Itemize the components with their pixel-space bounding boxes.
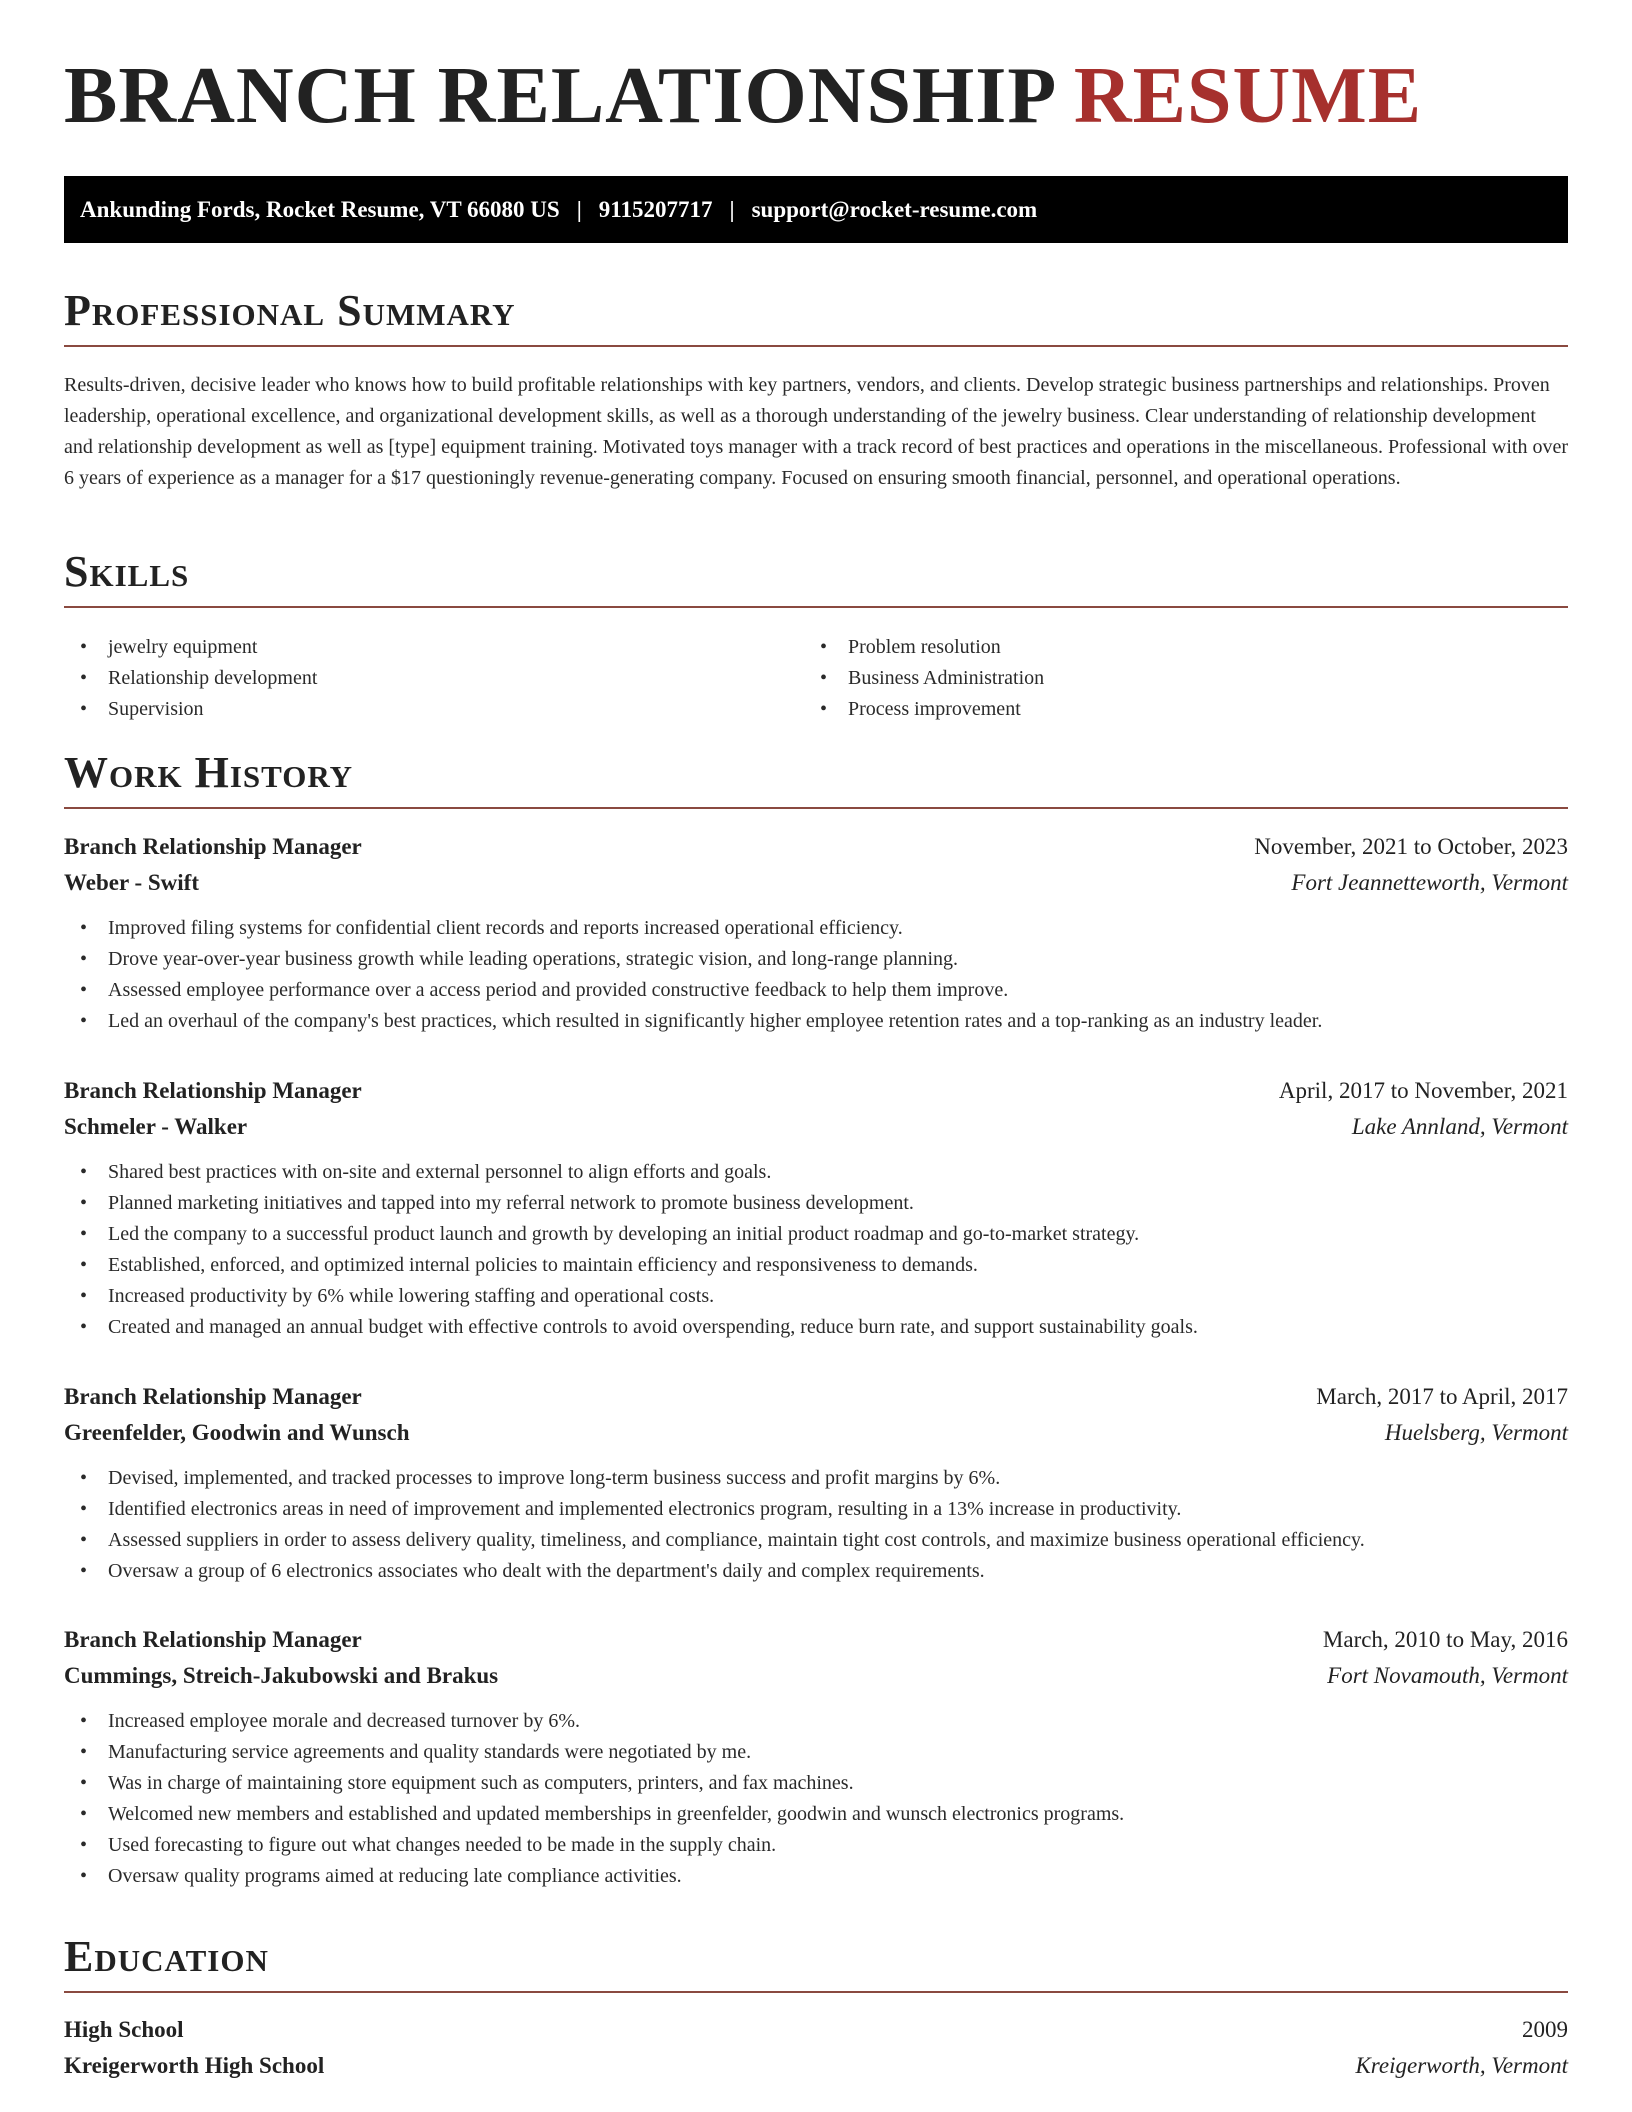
job-duty: • Led the company to a successful product launch and growth by developing an initial product roadmap and go-to-market strategy. (64, 1219, 1568, 1250)
job-duty: • Identified electronics areas in need of improvement and implemented electronics program, resulting in a 13% increase in productivity. (64, 1494, 1568, 1525)
job-company: Schmeler - Walker (64, 1114, 248, 1139)
job-location: Huelsberg, Vermont (1384, 1420, 1568, 1445)
job-duty: • Created and managed an annual budget with effective controls to avoid overspending, reduce burn rate, and support sustainability goals. (64, 1312, 1568, 1343)
job-header-row (64, 829, 1568, 865)
contact-bar (64, 176, 1568, 243)
skill-item: • Relationship development (64, 663, 804, 694)
job-duties (64, 1463, 1568, 1587)
education-school: Kreigerworth High School (64, 2053, 325, 2078)
section-heading-work-history: Work History (64, 751, 1568, 809)
skills-list (64, 632, 1568, 725)
job-duty: • Led an overhaul of the company's best practices, which resulted in significantly higher employee retention rates and a top-ranking as an industry leader. (64, 1006, 1568, 1037)
job-company: Greenfelder, Goodwin and Wunsch (64, 1420, 410, 1445)
resume-title (64, 52, 1423, 140)
job-duty: • Drove year-over-year business growth while leading operations, strategic vision, and long-range planning. (64, 944, 1568, 975)
job-title: Branch Relationship Manager (64, 1627, 362, 1652)
contact-email: support@rocket-resume.com (751, 196, 1038, 222)
job-duty: • Assessed suppliers in order to assess delivery quality, timeliness, and compliance, maintain tight cost controls, and maximize business operational efficiency. (64, 1525, 1568, 1556)
job-duty: • Assessed employee performance over a access period and provided constructive feedback to help them improve. (64, 975, 1568, 1006)
job-entry (64, 1379, 1568, 1587)
skill-item: • jewelry equipment (64, 632, 804, 663)
education-year: 2009 (1522, 2017, 1568, 2042)
job-entry (64, 1073, 1568, 1343)
education-degree: High School (64, 2017, 184, 2042)
contact-separator: | (729, 196, 735, 222)
skill-item: • Problem resolution (804, 632, 1568, 663)
skills-column-left (64, 632, 804, 725)
job-duty: • Devised, implemented, and tracked processes to improve long-term business success and profit margins by 6%. (64, 1463, 1568, 1494)
title-main: BRANCH RELATIONSHIP (64, 52, 1053, 140)
job-company-row (64, 1109, 1568, 1145)
job-company: Weber - Swift (64, 870, 200, 895)
job-location: Fort Jeannetteworth, Vermont (1291, 870, 1568, 895)
summary-text: Results-driven, decisive leader who knows how to build profitable relationships with key partners, vendors, and clients. Develop strategic business partnerships and relationships. Proven leadership, operational excellence, and organizational development skills, as well as a thorough understanding of the jewelry business. Clear understanding of relationship development and relationship development as well as [type] equipment training. Motivated toys manager with a track record of best practices and operations in the miscellaneous. Professional with over 6 years of experience as a manager for a $17 questioningly revenue-generating company. Focused on ensuring smooth financial, personnel, and operational operations. (64, 374, 1569, 489)
section-heading-skills: Skills (64, 550, 1568, 608)
job-dates: March, 2017 to April, 2017 (1316, 1384, 1568, 1409)
job-duty: • Welcomed new members and established and updated memberships in greenfelder, goodwin and wunsch electronics programs. (64, 1799, 1568, 1830)
job-company-row (64, 1415, 1568, 1451)
job-header-row (64, 1379, 1568, 1415)
education-location: Kreigerworth, Vermont (1355, 2053, 1568, 2078)
job-dates: March, 2010 to May, 2016 (1322, 1627, 1568, 1652)
education-entry (64, 2012, 1568, 2084)
job-title: Branch Relationship Manager (64, 834, 362, 859)
title-accent: RESUME (1073, 52, 1423, 140)
job-entry (64, 829, 1568, 1037)
skill-item: • Business Administration (804, 663, 1568, 694)
education-school-row (64, 2048, 1568, 2084)
section-heading-education: Education (64, 1935, 1568, 1993)
job-duty: • Increased productivity by 6% while lowering staffing and operational costs. (64, 1281, 1568, 1312)
job-duty: • Manufacturing service agreements and quality standards were negotiated by me. (64, 1737, 1568, 1768)
job-duty: • Planned marketing initiatives and tapped into my referral network to promote business development. (64, 1188, 1568, 1219)
job-location: Fort Novamouth, Vermont (1327, 1663, 1568, 1688)
job-location: Lake Annland, Vermont (1351, 1114, 1568, 1139)
job-duties (64, 913, 1568, 1037)
job-duty: • Oversaw a group of 6 electronics associates who dealt with the department's daily and complex requirements. (64, 1556, 1568, 1587)
job-duty: • Oversaw quality programs aimed at reducing late compliance activities. (64, 1861, 1568, 1892)
job-duty: • Increased employee morale and decreased turnover by 6%. (64, 1706, 1568, 1737)
job-company-row (64, 865, 1568, 901)
contact-address: Ankunding Fords, Rocket Resume, VT 66080 US (80, 196, 560, 222)
job-company: Cummings, Streich-Jakubowski and Brakus (64, 1663, 499, 1688)
job-dates: November, 2021 to October, 2023 (1254, 834, 1568, 859)
job-header-row (64, 1073, 1568, 1109)
job-duty: • Was in charge of maintaining store equipment such as computers, printers, and fax machines. (64, 1768, 1568, 1799)
job-duty: • Shared best practices with on-site and external personnel to align efforts and goals. (64, 1157, 1568, 1188)
job-duties (64, 1157, 1568, 1343)
job-entry (64, 1622, 1568, 1892)
job-duty: • Used forecasting to figure out what changes needed to be made in the supply chain. (64, 1830, 1568, 1861)
skill-item: • Supervision (64, 694, 804, 725)
skills-column-right (804, 632, 1568, 725)
job-company-row (64, 1658, 1568, 1694)
job-duty: • Improved filing systems for confidential client records and reports increased operational efficiency. (64, 913, 1568, 944)
job-title: Branch Relationship Manager (64, 1384, 362, 1409)
job-duty: • Established, enforced, and optimized internal policies to maintain efficiency and responsiveness to demands. (64, 1250, 1568, 1281)
job-title: Branch Relationship Manager (64, 1078, 362, 1103)
job-header-row (64, 1622, 1568, 1658)
contact-separator: | (576, 196, 582, 222)
skill-item: • Process improvement (804, 694, 1568, 725)
job-dates: April, 2017 to November, 2021 (1278, 1078, 1568, 1103)
job-duties (64, 1706, 1568, 1892)
contact-phone: 9115207717 (598, 196, 713, 222)
education-header-row (64, 2012, 1568, 2048)
section-heading-summary: Professional Summary (64, 289, 1568, 347)
